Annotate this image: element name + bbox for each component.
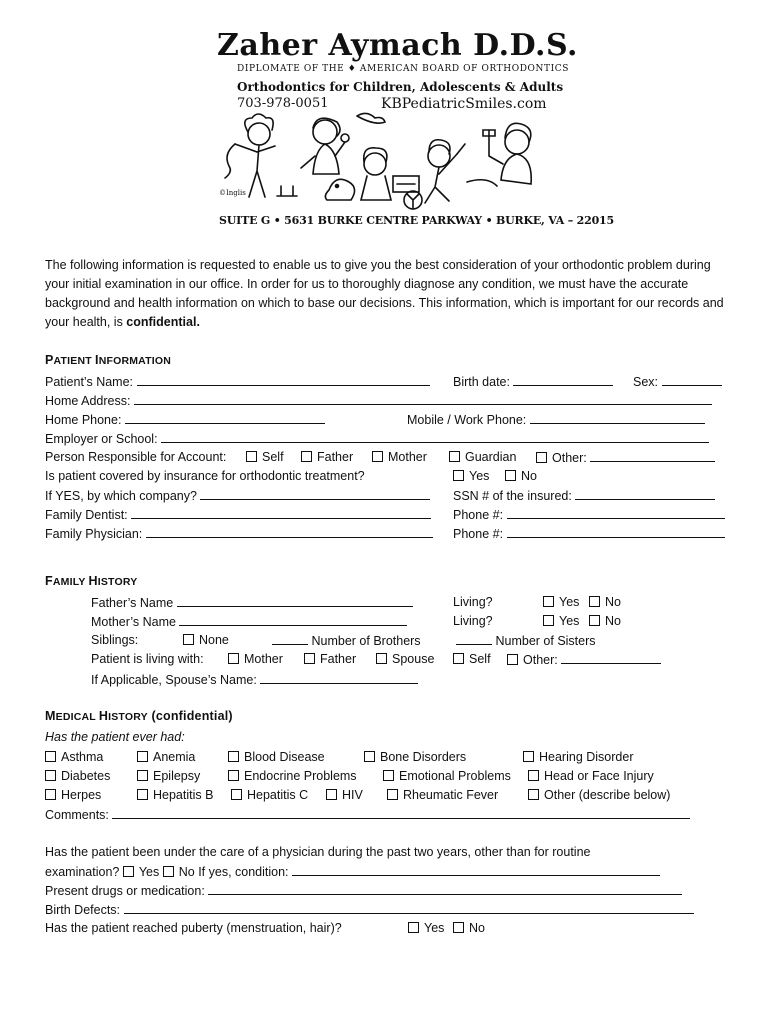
checkbox[interactable] bbox=[231, 789, 242, 800]
spouse-name-field[interactable] bbox=[260, 670, 418, 684]
office-address: SUITE G • 5631 BURKE CENTRE PARKWAY • BURKE, VA – 22015 bbox=[219, 214, 614, 227]
living-with-self[interactable]: Self bbox=[453, 650, 491, 669]
checkbox[interactable] bbox=[372, 451, 383, 462]
mobile-phone-row: Mobile / Work Phone: bbox=[407, 410, 705, 430]
illustration-signature: ©Inglis bbox=[219, 189, 246, 197]
family-history-heading: FAMILY HISTORY bbox=[45, 574, 138, 588]
condition-herpes[interactable]: Herpes bbox=[45, 786, 101, 805]
siblings-label: Siblings: bbox=[91, 633, 139, 647]
condition-head-face-injury[interactable]: Head or Face Injury bbox=[528, 767, 654, 786]
mother-living-label: Living? bbox=[453, 614, 493, 628]
ssn-field[interactable] bbox=[575, 486, 715, 500]
puberty-yes[interactable]: Yes bbox=[408, 919, 444, 938]
condition-endocrine[interactable]: Endocrine Problems bbox=[228, 767, 357, 786]
ever-had-label: Has the patient ever had: bbox=[45, 730, 185, 744]
patient-name-row: Patient’s Name: bbox=[45, 372, 430, 392]
letterhead bbox=[205, 28, 614, 233]
medical-history-heading: MEDICAL HISTORY (confidential) bbox=[45, 709, 233, 723]
checkbox[interactable] bbox=[507, 654, 518, 665]
living-with-father[interactable]: Father bbox=[304, 650, 356, 669]
mother-living-yes[interactable]: Yes bbox=[543, 612, 579, 631]
father-name-row: Father’s Name bbox=[91, 593, 413, 613]
physician-field[interactable] bbox=[146, 524, 433, 538]
responsible-mother[interactable]: Mother bbox=[372, 448, 427, 467]
condition-diabetes[interactable]: Diabetes bbox=[45, 767, 110, 786]
checkbox[interactable] bbox=[589, 596, 600, 607]
checkbox[interactable] bbox=[364, 751, 375, 762]
comments-row: Comments: bbox=[45, 805, 690, 825]
checkbox[interactable] bbox=[453, 653, 464, 664]
living-with-label: Patient is living with: bbox=[91, 652, 204, 666]
checkbox[interactable] bbox=[123, 866, 134, 877]
birth-defects-field[interactable] bbox=[124, 900, 694, 914]
checkbox[interactable] bbox=[408, 922, 419, 933]
responsible-row: Person Responsible for Account: bbox=[45, 450, 227, 464]
dentist-row: Family Dentist: bbox=[45, 505, 431, 525]
living-with-mother[interactable]: Mother bbox=[228, 650, 283, 669]
ssn-row: SSN # of the insured: bbox=[453, 486, 715, 506]
specialty-line: Orthodontics for Children, Adolescents & Adults bbox=[237, 80, 564, 94]
physician-care-question: Has the patient been under the care of a physician during the past two years, other than for routine bbox=[45, 845, 591, 859]
birth-date-row: Birth date: bbox=[453, 372, 613, 392]
intro-emphasis: confidential. bbox=[126, 315, 200, 329]
father-living-label: Living? bbox=[453, 595, 493, 609]
responsible-guardian[interactable]: Guardian bbox=[449, 448, 516, 467]
physician-phone-field[interactable] bbox=[507, 524, 725, 538]
checkbox[interactable] bbox=[453, 922, 464, 933]
dentist-field[interactable] bbox=[131, 505, 431, 519]
condition-hepatitis-b[interactable]: Hepatitis B bbox=[137, 786, 213, 805]
condition-bone-disorders[interactable]: Bone Disorders bbox=[364, 748, 466, 767]
intro-text: The following information is requested to enable us to give you the best consideration of your orthodontic problem during your initial examination in our office. In order for us to thoroughly diagnose any condition, we must have the accurate background and health information on which to base our decisions. This information, which is important for our records and your health, is bbox=[45, 258, 724, 329]
physician-phone-row: Phone #: bbox=[453, 524, 725, 544]
condition-hepatitis-c[interactable]: Hepatitis C bbox=[231, 786, 308, 805]
condition-hiv[interactable]: HIV bbox=[326, 786, 363, 805]
medication-row: Present drugs or medication: bbox=[45, 881, 682, 901]
checkbox[interactable] bbox=[528, 770, 539, 781]
father-living-no[interactable]: No bbox=[589, 593, 621, 612]
responsible-other-field[interactable] bbox=[590, 448, 715, 462]
sisters-row: Number of Sisters bbox=[456, 631, 596, 651]
doctor-name: Zaher Aymach D.D.S. bbox=[217, 28, 579, 63]
diplomate-line: DIPLOMATE OF THE ♦ AMERICAN BOARD OF ORTHODONTICS bbox=[237, 64, 569, 74]
living-with-other[interactable]: Other: bbox=[507, 650, 661, 670]
insurance-company-field[interactable] bbox=[200, 486, 430, 500]
checkbox[interactable] bbox=[543, 615, 554, 626]
dentist-phone-row: Phone #: bbox=[453, 505, 725, 525]
care-condition-field[interactable] bbox=[292, 862, 660, 876]
checkbox[interactable] bbox=[536, 452, 547, 463]
sex-row: Sex: bbox=[633, 372, 722, 392]
responsible-father[interactable]: Father bbox=[301, 448, 353, 467]
care-no[interactable]: No bbox=[163, 865, 195, 879]
employer-row: Employer or School: bbox=[45, 429, 709, 449]
checkbox[interactable] bbox=[137, 751, 148, 762]
patient-name-field[interactable] bbox=[137, 372, 430, 386]
checkbox[interactable] bbox=[453, 470, 464, 481]
mother-living-no[interactable]: No bbox=[589, 612, 621, 631]
checkbox[interactable] bbox=[137, 789, 148, 800]
responsible-self[interactable]: Self bbox=[246, 448, 284, 467]
checkbox[interactable] bbox=[523, 751, 534, 762]
checkbox[interactable] bbox=[301, 451, 312, 462]
checkbox[interactable] bbox=[246, 451, 257, 462]
mobile-phone-field[interactable] bbox=[530, 410, 705, 424]
home-phone-row: Home Phone: bbox=[45, 410, 325, 430]
puberty-question: Has the patient reached puberty (menstruation, hair)? bbox=[45, 921, 342, 935]
medication-field[interactable] bbox=[208, 881, 682, 895]
spouse-name-row: If Applicable, Spouse’s Name: bbox=[91, 670, 418, 690]
condition-anemia[interactable]: Anemia bbox=[137, 748, 195, 767]
patient-info-heading: PATIENT INFORMATION bbox=[45, 353, 172, 367]
condition-other[interactable]: Other (describe below) bbox=[528, 786, 670, 805]
brothers-count-field[interactable] bbox=[272, 631, 308, 645]
checkbox[interactable] bbox=[505, 470, 516, 481]
checkbox[interactable] bbox=[45, 751, 56, 762]
checkbox[interactable] bbox=[589, 615, 600, 626]
father-living-yes[interactable]: Yes bbox=[543, 593, 579, 612]
checkbox[interactable] bbox=[543, 596, 554, 607]
checkbox[interactable] bbox=[137, 770, 148, 781]
insurance-question: Is patient covered by insurance for orthodontic treatment? bbox=[45, 469, 365, 483]
employer-field[interactable] bbox=[161, 429, 709, 443]
intro-paragraph bbox=[45, 256, 735, 332]
condition-epilepsy[interactable]: Epilepsy bbox=[137, 767, 200, 786]
physician-row: Family Physician: bbox=[45, 524, 433, 544]
living-with-other-field[interactable] bbox=[561, 650, 661, 664]
children-illustration bbox=[217, 112, 552, 212]
checkbox[interactable] bbox=[45, 770, 56, 781]
brothers-row: Number of Brothers bbox=[272, 631, 421, 651]
office-phone: 703-978-0051 bbox=[237, 96, 329, 111]
checkbox[interactable] bbox=[228, 770, 239, 781]
insurance-yes[interactable]: Yes bbox=[453, 467, 489, 486]
sisters-count-field[interactable] bbox=[456, 631, 492, 645]
checkbox[interactable] bbox=[183, 634, 194, 645]
checkbox[interactable] bbox=[383, 770, 394, 781]
comments-field[interactable] bbox=[112, 805, 690, 819]
condition-rheumatic-fever[interactable]: Rheumatic Fever bbox=[387, 786, 498, 805]
puberty-no[interactable]: No bbox=[453, 919, 485, 938]
checkbox[interactable] bbox=[387, 789, 398, 800]
checkbox[interactable] bbox=[228, 653, 239, 664]
checkbox[interactable] bbox=[376, 653, 387, 664]
home-address-field[interactable] bbox=[134, 391, 712, 405]
website: KBPediatricSmiles.com bbox=[381, 96, 547, 112]
care-yes[interactable]: Yes bbox=[123, 865, 159, 879]
dentist-phone-field[interactable] bbox=[507, 505, 725, 519]
checkbox[interactable] bbox=[163, 866, 174, 877]
checkbox[interactable] bbox=[228, 751, 239, 762]
insurance-company-row: If YES, by which company? bbox=[45, 486, 430, 506]
condition-asthma[interactable]: Asthma bbox=[45, 748, 103, 767]
checkbox[interactable] bbox=[45, 789, 56, 800]
father-name-field[interactable] bbox=[177, 593, 413, 607]
condition-blood-disease[interactable]: Blood Disease bbox=[228, 748, 325, 767]
checkbox[interactable] bbox=[449, 451, 460, 462]
checkbox[interactable] bbox=[326, 789, 337, 800]
responsible-other[interactable]: Other: bbox=[536, 448, 715, 468]
birth-defects-row: Birth Defects: bbox=[45, 900, 694, 920]
siblings-none[interactable]: None bbox=[183, 631, 229, 650]
condition-emotional[interactable]: Emotional Problems bbox=[383, 767, 511, 786]
mother-name-field[interactable] bbox=[179, 612, 407, 626]
checkbox[interactable] bbox=[528, 789, 539, 800]
condition-hearing-disorder[interactable]: Hearing Disorder bbox=[523, 748, 633, 767]
examination-row: examination? Yes No If yes, condition: bbox=[45, 862, 660, 882]
birth-date-field[interactable] bbox=[513, 372, 613, 386]
mother-name-row: Mother’s Name bbox=[91, 612, 407, 632]
insurance-no[interactable]: No bbox=[505, 467, 537, 486]
home-address-row: Home Address: bbox=[45, 391, 712, 411]
sex-field[interactable] bbox=[662, 372, 722, 386]
home-phone-field[interactable] bbox=[125, 410, 325, 424]
living-with-spouse[interactable]: Spouse bbox=[376, 650, 434, 669]
checkbox[interactable] bbox=[304, 653, 315, 664]
